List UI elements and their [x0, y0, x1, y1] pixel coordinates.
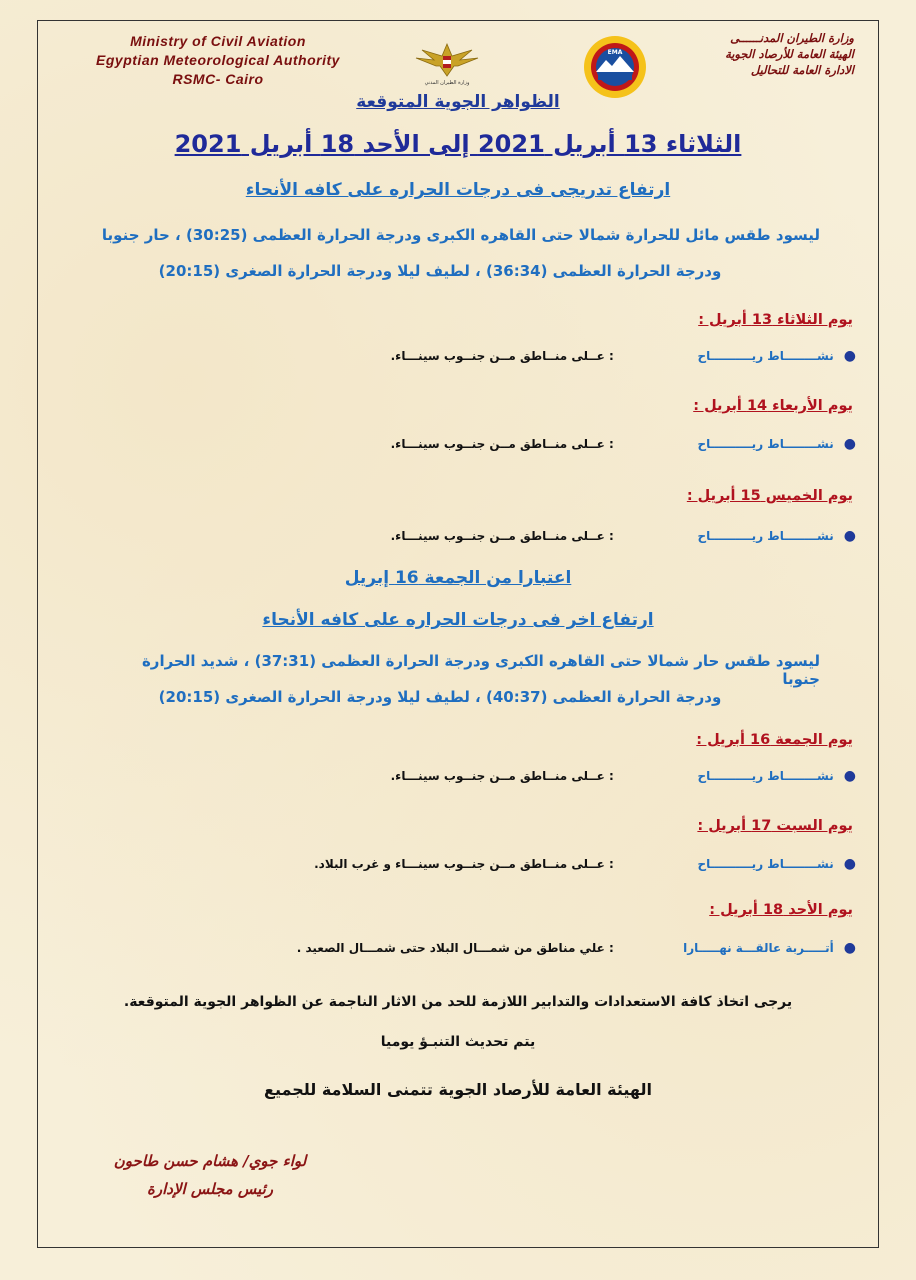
- bullet-icon: ●: [843, 436, 856, 452]
- page-border: [37, 20, 879, 1248]
- bullet-icon: ●: [843, 768, 856, 784]
- list-item: ●نشــــــــاط ريــــــــــاح: عــلى منــاطق مــن جنــوب سينـــاء.: [390, 436, 856, 452]
- header-department-ar: الادارة العامة للتحاليل: [750, 63, 854, 77]
- day-label: يوم الأربعاء 14 أبريل :: [693, 398, 853, 414]
- list-item: ●نشــــــــاط ريــــــــــاح: عــلى منــاطق مــن جنــوب سينـــاء و غرب البلاد.: [314, 856, 856, 872]
- bullet-icon: ●: [843, 348, 856, 364]
- day-label: يوم الأحد 18 أبريل :: [709, 902, 853, 918]
- ministry-eagle-logo: [412, 40, 482, 88]
- header-ministry-ar: وزارة الطيران المدنــــــى: [730, 31, 854, 45]
- signature-role: رئيس مجلس الإدارة: [147, 1180, 273, 1198]
- period1-headline: ارتفاع تدريجى فى درجات الحراره على كافه الأنحاء: [245, 180, 671, 200]
- date-range: الثلاثاء 13 أبريل 2021 إلى الأحد 18 أبريل 2021: [174, 130, 742, 158]
- safety-wish: الهيئة العامة للأرصاد الجوية تتمنى السلامة للجميع: [264, 1080, 652, 1099]
- header-authority-ar: الهيئة العامة للأرصاد الجوية: [725, 47, 854, 61]
- period2-text-line2: ودرجة الحرارة العظمى (40:37) ، لطيف ليلا ودرجة الحرارة الصغرى (20:15): [158, 688, 722, 706]
- header-english: [68, 32, 368, 89]
- period1-text-line1: ليسود طقس مائل للحرارة شمالا حتى القاهره الكبرى ودرجة الحرارة العظمى (30:25) ، حار جنوبا: [101, 226, 820, 244]
- advice-text: يرجى اتخاذ كافة الاستعدادات والتدابير اللازمة للحد من الاثار الناجمة عن الظواهر الجوية المتوقعة.: [123, 994, 793, 1010]
- list-item: ●نشــــــــاط ريــــــــــاح: عــلى منــاطق مــن جنــوب سينـــاء.: [390, 768, 856, 784]
- header-authority: Egyptian Meteorological Authority: [96, 52, 340, 68]
- period2-text-line1: ليسود طقس حار شمالا حتى القاهره الكبرى ودرجة الحرارة العظمى (37:31) ، شديد الحرارة جنوبا: [141, 652, 820, 688]
- day-label: يوم الثلاثاء 13 أبريل :: [698, 312, 853, 328]
- list-item: ●نشــــــــاط ريــــــــــاح: عــلى منــاطق مــن جنــوب سينـــاء.: [390, 528, 856, 544]
- day-label: يوم السبت 17 أبريل :: [697, 818, 853, 834]
- list-item: ●أتـــــربة عالقـــة نهـــــارا: علي مناطق من شمـــال البلاد حتى شمـــال الصعيد .: [296, 940, 856, 956]
- day-label: يوم الخميس 15 أبريل :: [686, 488, 853, 504]
- bullet-icon: ●: [843, 856, 856, 872]
- page-title: الظواهر الجوية المتوقعة: [356, 92, 560, 112]
- bullet-icon: ●: [843, 528, 856, 544]
- header-arabic: [594, 30, 854, 78]
- period1-text-line2: ودرجة الحرارة العظمى (36:34) ، لطيف ليلا ودرجة الحرارة الصغرى (20:15): [158, 262, 722, 280]
- ministry-logo-caption: وزارة الطيران المدني: [424, 80, 470, 86]
- period2-headline: ارتفاع اخر فى درجات الحراره على كافه الأنحاء: [262, 610, 654, 630]
- header-rsmc: RSMC- Cairo: [172, 71, 264, 87]
- update-text: يتم تحديث التنبـؤ يوميا: [380, 1034, 536, 1050]
- bullet-icon: ●: [843, 940, 856, 956]
- period2-from: اعتبارا من الجمعة 16 إبريل: [344, 568, 572, 588]
- day-label: يوم الجمعة 16 أبريل :: [696, 732, 853, 748]
- svg-text:EMA: EMA: [607, 49, 623, 56]
- signature-name: لواء جوي/ هشام حسن طاحون: [113, 1152, 307, 1170]
- header-ministry: Ministry of Civil Aviation: [130, 33, 306, 49]
- list-item: ●نشــــــــاط ريــــــــــاح: عــلى منــاطق مــن جنــوب سينـــاء.: [390, 348, 856, 364]
